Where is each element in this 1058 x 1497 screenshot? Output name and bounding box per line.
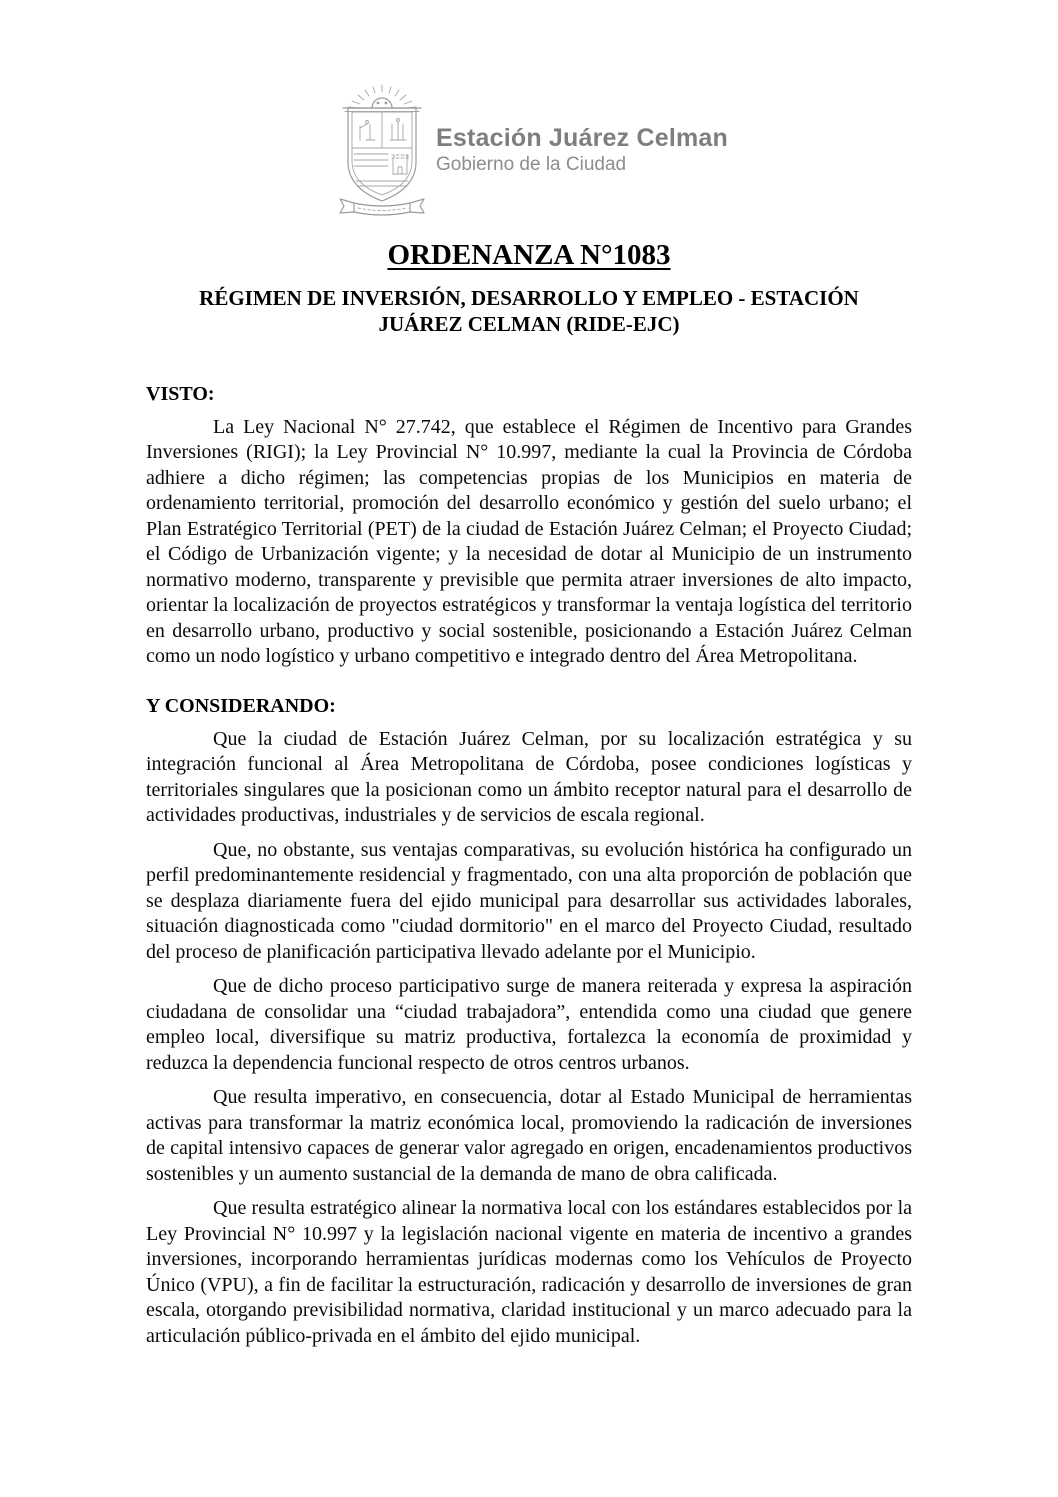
- considerando-paragraph-4: Que resulta imperativo, en consecuencia, dotar al Estado Municipal de herramientas activas para transformar la matriz económica local, promoviendo la radicación de inversiones de capital intensivo capaces de generar valor agregado en origen, encadenamientos productivos sostenibles y un aumento sustancial de la demanda de mano de obra calificada.: [146, 1086, 912, 1185]
- considerando-paragraph-5: Que resulta estratégico alinear la normativa local con los estándares establecidos por la Ley Provincial N° 10.997 y la legislación nacional vigente en materia de incentivo a grandes inversiones, incorporando herramientas jurídicas modernas como los Vehículos de Proyecto Único (VPU), a fin de facilitar la estructuración, radicación y desarrollo de inversiones de gran escala, otorgando previsibilidad normativa, claridad institucional y un marco adecuado para la articulación público-privada en el ámbito del ejido municipal.: [146, 1197, 912, 1347]
- visto-paragraph: La Ley Nacional N° 27.742, que establece el Régimen de Incentivo para Grandes Inversiones (RIGI); la Ley Provincial N° 10.997, mediante la cual la Provincia de Córdoba adhiere a dicho régimen; las competencias propias de los Municipios en materia de ordenamiento territorial, promoción del desarrollo económico y gestión del suelo urbano; el Plan Estratégico Territorial (PET) de la ciudad de Estación Juárez Celman; el Proyecto Ciudad; el Código de Urbanización vigente; y la necesidad de dotar al Municipio de un instrumento normativo moderno, transparente y previsible que permita atraer inversiones de alto impacto, orientar la localización de proyectos estratégicos y transformar la ventaja logística del territorio en desarrollo urbano, productivo y social sostenible, posicionando a Estación Juárez Celman como un nodo logístico y urbano competitivo e integrado dentro del Área Metropolitana.: [146, 415, 912, 668]
- section-considerando: [146, 693, 912, 1350]
- section-visto: [146, 381, 912, 670]
- ordinance-subtitle: [146, 285, 912, 337]
- considerando-paragraph-1: Que la ciudad de Estación Juárez Celman, por su localización estratégica y su integración funcional al Área Metropolitana de Córdoba, posee condiciones logísticas y territoriales singulares que la posicionan como un ámbito receptor natural para el desarrollo de actividades productivas, industriales y de servicios de escala regional.: [146, 727, 912, 827]
- header-logo: [146, 84, 912, 216]
- ordinance-title: ORDENANZA N°1083: [387, 239, 671, 271]
- org-name: Estación Juárez Celman: [435, 124, 728, 153]
- org-subtitle: Gobierno de la Ciudad: [435, 154, 627, 176]
- section-heading-visto: VISTO:: [146, 382, 215, 405]
- ordinance-subtitle-line-2: JUÁREZ CELMAN (RIDE-EJC): [378, 311, 680, 336]
- considerando-paragraph-3: Que de dicho proceso participativo surge de manera reiterada y expresa la aspiración ciudadana de consolidar una “ciudad trabajadora”, entendida como una ciudad que genere empleo local, diversifique su matriz productiva, fortalezca la economía de proximidad y reduzca la dependencia funcional respecto de otros centros urbanos.: [146, 975, 912, 1074]
- municipal-crest-icon: [330, 84, 434, 216]
- ordinance-subtitle-line-1: RÉGIMEN DE INVERSIÓN, DESARROLLO Y EMPLEO - ESTACIÓN: [199, 285, 859, 310]
- considerando-paragraph-2: Que, no obstante, sus ventajas comparativas, su evolución histórica ha configurado un perfil predominantemente residencial y fragmentado, con una alta proporción de población que se desplaza diariamente fuera del ejido municipal para desarrollar sus actividades laborales, situación diagnosticada como "ciudad dormitorio" en el marco del Proyecto Ciudad, resultado del proceso de planificación participativa llevado adelante por el Municipio.: [146, 838, 912, 963]
- section-heading-considerando: Y CONSIDERANDO:: [146, 694, 336, 717]
- logo-text-block: [436, 124, 728, 175]
